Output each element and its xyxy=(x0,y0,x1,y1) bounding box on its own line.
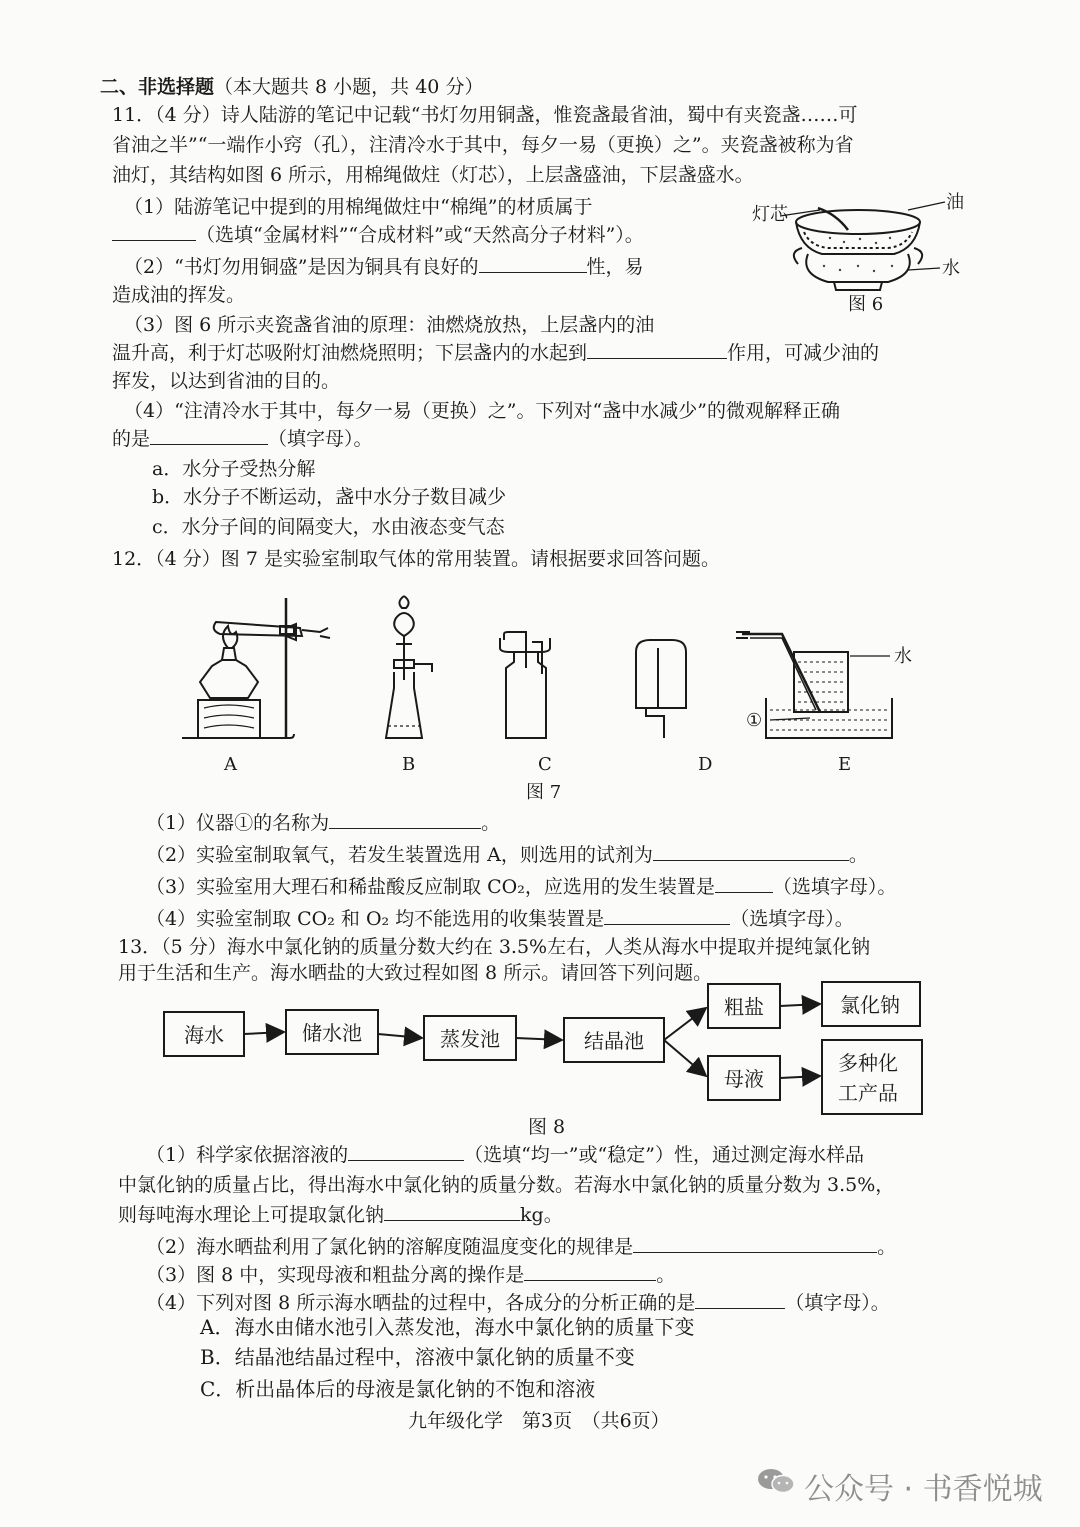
label-water: 水 xyxy=(942,258,960,279)
label-a: A xyxy=(224,754,237,775)
q11-part2-b: 性，易 xyxy=(586,256,644,278)
q13-line2: 用于生活和生产。海水晒盐的大致过程如图 8 所示。请回答下列问题。 xyxy=(118,962,713,984)
q13-option-c: C．析出晶体后的母液是氯化钠的不饱和溶液 xyxy=(200,1377,596,1401)
q11-part3-c: 作用，可减少油的 xyxy=(727,342,880,364)
q11-part2-a: （2）“书灯勿用铜盛”是因为铜具有良好的 xyxy=(124,256,479,278)
q11-line2: 省油之半”“一端作小窍（孔），注清冷水于其中，每夕一易（更换）之”。夹瓷盏被称为省 xyxy=(112,134,854,156)
q13-option-b: B．结晶池结晶过程中，溶液中氯化钠的质量不变 xyxy=(200,1345,635,1369)
q12-part4-b: （选填字母）。 xyxy=(730,908,854,930)
answer-blank[interactable] xyxy=(479,254,587,273)
q12-part3 xyxy=(146,874,896,900)
wood-block xyxy=(198,700,260,738)
answer-blank[interactable] xyxy=(348,1142,464,1161)
q12-stem: 12．（4 分）图 7 是实验室制取气体的常用装置。请根据要求回答问题。 xyxy=(112,548,720,570)
q13-part1-e: kg。 xyxy=(520,1204,563,1226)
q11-line3: 油灯，其结构如图 6 所示，用棉绳做炷（灯芯），上层盏盛油，下层盏盛水。 xyxy=(112,164,754,186)
label-b: B xyxy=(402,754,416,775)
label-wick: 灯芯 xyxy=(752,204,788,225)
q13-part4-a: （4）下列对图 8 所示海水晒盐的过程中，各成分的分析正确的是 xyxy=(146,1292,696,1314)
conical-flask xyxy=(386,672,422,738)
q11-option-c: c．水分子间的间隔变大，水由液态变气态 xyxy=(152,516,505,538)
answer-blank[interactable] xyxy=(633,1234,877,1253)
q12-part3-a: （3）实验室用大理石和稀盐酸反应制取 CO₂，应选用的发生装置是 xyxy=(146,876,715,898)
q12-part1-a: （1）仪器①的名称为 xyxy=(146,812,330,834)
q13-option-a: A．海水由储水池引入蒸发池，海水中氯化钠的质量下变 xyxy=(200,1315,695,1339)
q11-part3-line3: 挥发，以达到省油的目的。 xyxy=(112,370,341,392)
q12-part1-b: 。 xyxy=(481,812,501,834)
q12-part2-a: （2）实验室制取氧气，若发生装置选用 A，则选用的试剂为 xyxy=(146,844,653,866)
q12-part2 xyxy=(146,842,868,868)
q13-part1 xyxy=(146,1142,864,1168)
lamp-lower-bowl xyxy=(806,254,910,282)
q12-part1 xyxy=(146,810,500,836)
arrow-4 xyxy=(664,1008,706,1040)
figure-7-apparatus xyxy=(170,588,930,808)
q13-part3-b: 。 xyxy=(656,1264,676,1286)
label-d: D xyxy=(698,754,713,775)
arrow-7 xyxy=(780,1076,820,1078)
separatory-funnel xyxy=(394,613,414,636)
answer-blank[interactable] xyxy=(112,222,196,241)
figure-6-caption: 图 6 xyxy=(848,294,884,315)
q13-line1: 13．（5 分）海水中氯化钠的质量分数大约在 3.5%左右，人类从海水中提取并提纯氯化钠 xyxy=(118,936,871,958)
label-e: E xyxy=(838,754,852,775)
q13-part2-b: 。 xyxy=(877,1236,897,1258)
q13-part3 xyxy=(146,1262,675,1288)
answer-blank[interactable] xyxy=(329,810,481,829)
label-oil: 油 xyxy=(946,192,964,213)
watermark-text: 公众号 · 书香悦城 xyxy=(804,1472,1043,1507)
q11-option-a: a．水分子受热分解 xyxy=(152,458,316,480)
delivery-tube xyxy=(742,634,820,712)
q11-part1-line2 xyxy=(112,222,644,248)
lamp-upper-bowl xyxy=(796,222,920,254)
q11-part4-c: （填字母）。 xyxy=(268,428,373,450)
label-water-e: 水 xyxy=(894,646,912,667)
alcohol-lamp xyxy=(200,660,258,698)
q11-part4-text: （4）“注清冷水于其中，每夕一易（更换）之”。下列对“盏中水减少”的微观解释正确 xyxy=(124,400,840,422)
q12-part3-b: （选填字母）。 xyxy=(772,876,897,898)
q11-part3-line2 xyxy=(112,340,879,366)
q13-part3-a: （3）图 8 中，实现母液和粗盐分离的操作是 xyxy=(146,1264,525,1286)
flow-chemical-products-2: 工产品 xyxy=(838,1081,898,1105)
q13-part1-line3 xyxy=(118,1202,563,1228)
label-instrument-1: ① xyxy=(746,710,763,731)
apparatus-c xyxy=(500,632,550,738)
q12-part4-a: （4）实验室制取 CO₂ 和 O₂ 均不能选用的收集装置是 xyxy=(146,908,605,930)
flow-seawater: 海水 xyxy=(184,1023,224,1047)
figure-7-caption: 图 7 xyxy=(526,782,562,803)
wechat-icon xyxy=(756,1466,796,1496)
answer-blank[interactable] xyxy=(695,1290,785,1309)
answer-blank[interactable] xyxy=(653,842,849,861)
flow-crude-salt: 粗盐 xyxy=(724,995,764,1019)
q13-part1-line2: 中氯化钠的质量占比，得出海水中氯化钠的质量分数。若海水中氯化钠的质量分数为 3.5%， xyxy=(118,1174,895,1196)
q11-line1: 11．（4 分）诗人陆游的笔记中记载“书灯勿用铜盏，惟瓷盏最省油，蜀中有夹瓷盏……可 xyxy=(112,104,858,126)
q13-part4-b: （填字母）。 xyxy=(785,1292,890,1314)
q13-part2 xyxy=(146,1234,896,1260)
apparatus-b xyxy=(386,596,432,738)
page-footer: 九年级化学 第3页 （共6页） xyxy=(408,1410,670,1432)
answer-blank[interactable] xyxy=(604,906,730,925)
q11-part4-b: 的是 xyxy=(112,428,151,450)
q13-part4 xyxy=(146,1290,890,1316)
arrow-3 xyxy=(516,1038,562,1040)
q11-option-b: b．水分子不断运动，盏中水分子数目减少 xyxy=(152,486,507,508)
section-note: （本大题共 8 小题，共 40 分） xyxy=(214,76,484,98)
q11-part2-text xyxy=(124,254,644,280)
flow-sodium-chloride: 氯化钠 xyxy=(840,993,900,1017)
q13-part1-d: 则每吨海水理论上可提取氯化钠 xyxy=(118,1204,385,1226)
flow-crystallization-pond: 结晶池 xyxy=(584,1029,644,1053)
section-header xyxy=(100,74,483,100)
water-trough xyxy=(766,698,892,738)
q11-part2-line2: 造成油的挥发。 xyxy=(112,284,246,306)
figure-6-lamp xyxy=(740,186,980,316)
inverted-bottle xyxy=(636,640,686,708)
q12-part2-b: 。 xyxy=(848,844,868,866)
arrow-6 xyxy=(780,1004,820,1006)
q11-part4-line2 xyxy=(112,426,373,452)
q13-part1-b: （选填“均一”或“稳定”）性，通过测定海水样品 xyxy=(464,1144,864,1166)
q12-part4 xyxy=(146,906,854,932)
flow-evaporation-pond: 蒸发池 xyxy=(440,1027,500,1051)
figure-8-caption: 图 8 xyxy=(528,1116,566,1138)
flame xyxy=(223,626,237,648)
arrow-2 xyxy=(378,1034,422,1038)
q11-part3-b: 温升高，利于灯芯吸附灯油燃烧照明；下层盏内的水起到 xyxy=(112,342,588,364)
answer-blank[interactable] xyxy=(384,1202,520,1221)
label-c: C xyxy=(538,754,552,775)
arrow-5 xyxy=(664,1040,706,1076)
q13-part2-a: （2）海水晒盐利用了氯化钠的溶解度随温度变化的规律是 xyxy=(146,1236,634,1258)
answer-blank[interactable] xyxy=(150,426,268,445)
q11-part3-text: （3）图 6 所示夹瓷盏省油的原理：油燃烧放热，上层盏内的油 xyxy=(124,314,655,336)
answer-blank[interactable] xyxy=(715,874,773,893)
q11-part1-choices: （选填“金属材料”“合成材料”或“天然高分子材料”）。 xyxy=(196,224,644,246)
flow-mother-liquor: 母液 xyxy=(724,1067,764,1091)
section-title: 二、非选择题 xyxy=(100,76,215,98)
flow-chemical-products-1: 多种化 xyxy=(838,1051,898,1075)
q13-part1-a: （1）科学家依据溶液的 xyxy=(146,1144,349,1166)
answer-blank[interactable] xyxy=(524,1262,656,1281)
apparatus-a xyxy=(182,598,330,738)
arrow-1 xyxy=(244,1032,284,1034)
q11-part1-text: （1）陆游笔记中提到的用棉绳做炷中“棉绳”的材质属于 xyxy=(124,196,593,218)
answer-blank[interactable] xyxy=(587,340,727,359)
flow-reservoir: 储水池 xyxy=(302,1021,362,1045)
apparatus-d xyxy=(636,640,686,738)
lamp-top-rim xyxy=(796,210,920,234)
